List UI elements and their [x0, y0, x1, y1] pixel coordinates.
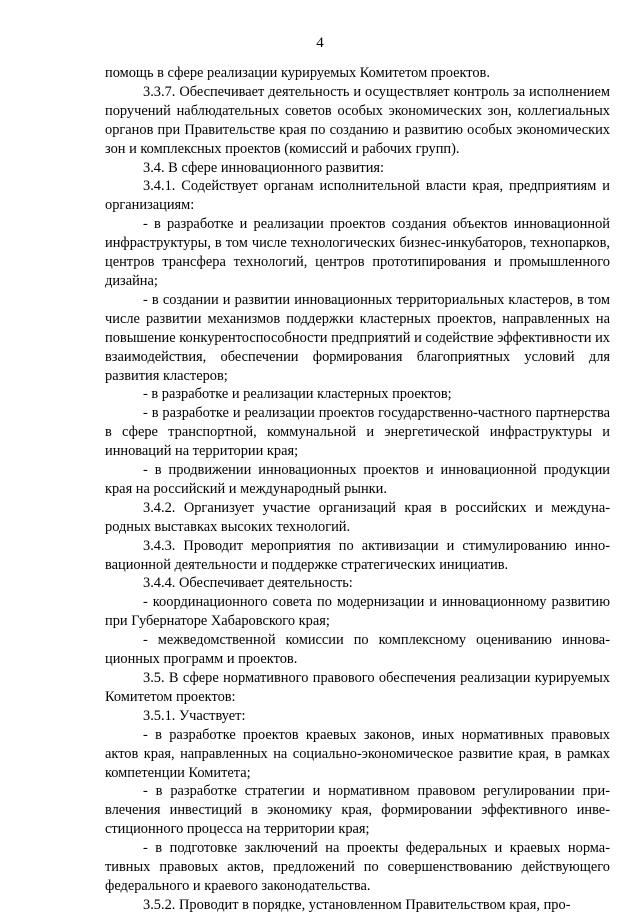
- list-item-promotion: - в продвижении инновационных проектов и инновационной продукции края на российский и международный рынки.: [105, 462, 610, 497]
- document-body: [105, 64, 610, 915]
- paragraph-1: помощь в сфере реализации курируемых Комитетом проектов.: [105, 65, 490, 81]
- paragraph-3-5: 3.5. В сфере нормативного правового обеспечения реализации курируемых Комитетом проектов:: [105, 670, 610, 705]
- list-item-cluster-projects: - в разработке и реализации кластерных проектов;: [143, 386, 452, 403]
- list-item-laws: - в разработке проектов краевых законов, иных нормативных правовых актов края, направленных на социально-экономическое развитие края, в рамках компетенции Комитета;: [105, 726, 610, 781]
- list-item-conclusions: - в подготовке заключений на проекты федеральных и краевых нормативных правовых актов, предложений по совершенствованию действующего федерального и краевого законодательства.: [105, 840, 610, 894]
- paragraph-3-4-4: 3.4.4. Обеспечивает деятельность:: [143, 575, 353, 592]
- paragraph-3-4-1: 3.4.1. Содействует органам исполнительной власти края, предприятиям и организациям:: [105, 178, 610, 214]
- paragraph-3-4-2: 3.4.2. Организует участие организаций края в российских и международных выставках высоких технологий.: [105, 499, 610, 535]
- list-item-council: - координационного совета по модернизации и инновационному развитию при Губернаторе Хабаровского края;: [105, 594, 610, 630]
- paragraph-3-5-1: 3.5.1. Участвует:: [143, 707, 246, 724]
- paragraph-3-3-7: 3.3.7. Обеспечивает деятельность и осуществляет контроль за исполнением поручений наблюдательных советов особых экономических зон, коллегиальных органов при Правительстве края по созданию и развитию особых экономических зон и комплексных проектов (комиссий и рабочих групп).: [105, 83, 610, 157]
- paragraph-3-4: 3.4. В сфере инновационного развития:: [143, 159, 385, 176]
- list-item-strategy: - в разработке стратегии и нормативном правовом регулировании привлечения инвестиций в экономику края, формировании эффективного инвестиционного процесса на территории края;: [105, 783, 610, 838]
- paragraph-3-5-2: 3.5.2. Проводит в порядке, установленном Правительством края, про-: [143, 896, 571, 913]
- list-item-commission: - межведомственной комиссии по комплексному оцениванию инновационных программ и проектов.: [105, 632, 610, 668]
- page-number: 4: [316, 35, 324, 51]
- list-item-clusters: - в создании и развитии инновационных территориальных кластеров, в том числе развитии механизмов поддержки кластерных проектов, направленных на повышение конкурентоспособности предприятий и содействие эффективности их взаимодействия, обеспечении формирования благоприятных условий для развития кластеров;: [105, 291, 610, 384]
- list-item-public-private: - в разработке и реализации проектов государственно-частного партнерства в сфере транспортной, коммунальной и энергетической инфраструктуры и инноваций на территории края;: [105, 405, 610, 460]
- paragraph-3-4-3: 3.4.3. Проводит мероприятия по активизации и стимулированию инновационной деятельности и поддержке стратегических инициатив.: [105, 537, 610, 573]
- list-item-infrastructure: - в разработке и реализации проектов создания объектов инновационной инфраструктуры, в том числе технологических бизнес-инкубаторов, технопарков, центров трансфера технологий, центров прототипирования и промышленного дизайна;: [105, 216, 610, 289]
